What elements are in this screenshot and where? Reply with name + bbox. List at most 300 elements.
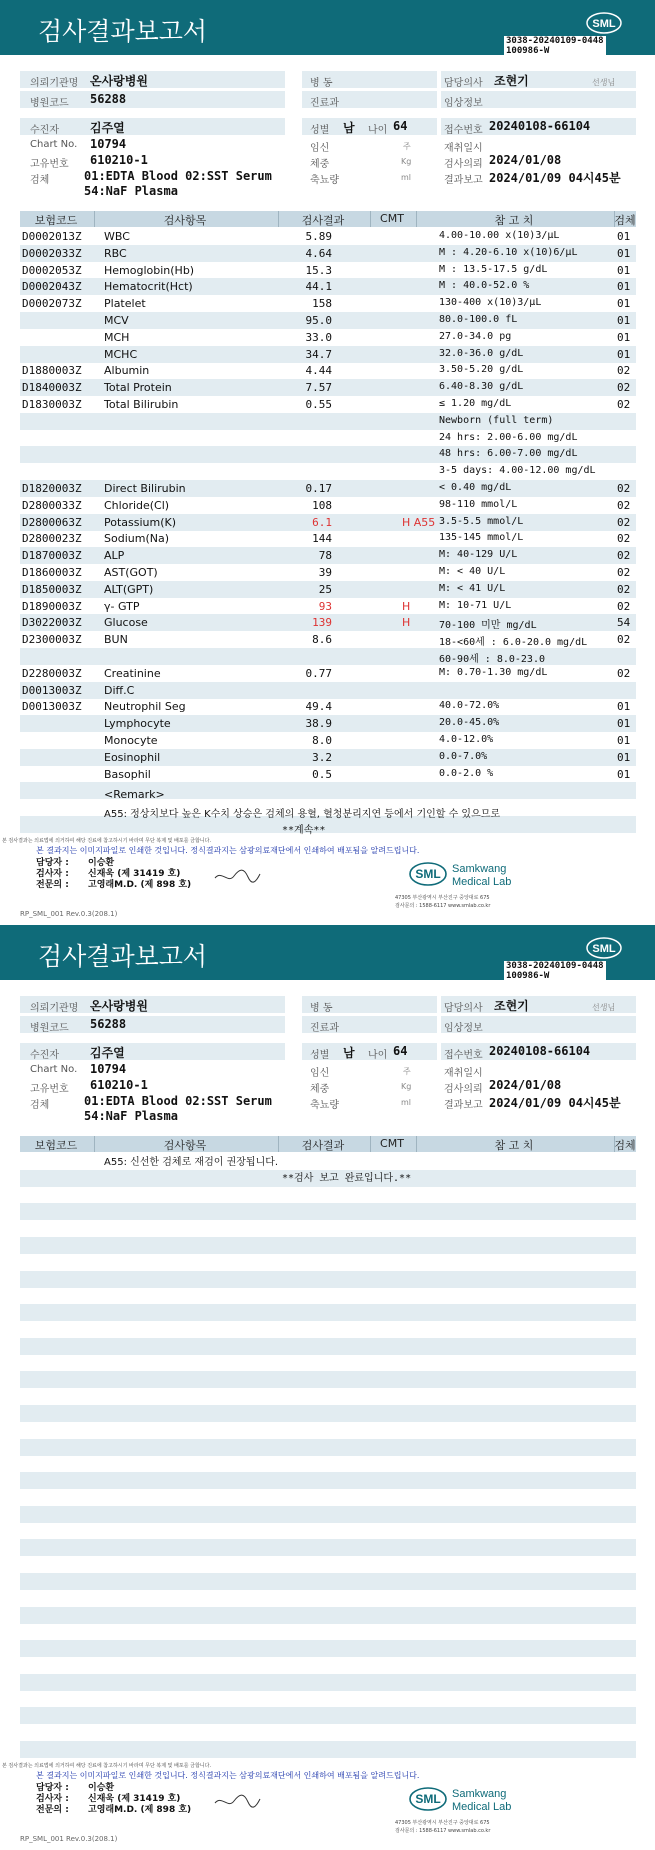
tube-cell: 02 [617, 532, 631, 546]
table-row [20, 1707, 636, 1724]
ref-cell: M : 4.20-6.10 x(10)6/μL [439, 246, 578, 258]
weight-unit: Kg [401, 1082, 412, 1091]
specimen-line1: 01:EDTA Blood 02:SST Serum [84, 169, 272, 183]
manager-name: 이승환 [88, 858, 115, 868]
ref-cell: < 0.40 mg/dL [439, 482, 512, 493]
item-cell: Creatinine [104, 666, 161, 680]
urine-unit: ml [401, 173, 412, 182]
code-cell: D2300003Z [22, 633, 82, 647]
result-cell: 39 [318, 566, 332, 579]
result-cell: 8.0 [312, 734, 332, 747]
table-row [20, 295, 636, 312]
urine-label: 축뇨량 [310, 1100, 339, 1111]
table-row [20, 749, 636, 766]
ward-label: 병 동 [310, 1003, 333, 1014]
table-row [20, 1674, 636, 1691]
footer-note: 본 결과지는 이미지파일로 인쇄한 것입니다. 정식결과지는 삼광의료재단에서 인쇄하여 배포됨을 알려드립니다. [36, 1771, 420, 1780]
table-row [20, 1607, 636, 1624]
chart-value: 10794 [90, 137, 127, 151]
table-row [20, 1724, 636, 1741]
report-date: 2024/01/09 04시45분 [489, 1096, 621, 1110]
item-cell: MCHC [104, 347, 138, 361]
table-row [20, 1472, 636, 1489]
specimen-line2: 54:NaF Plasma [84, 184, 178, 198]
col-result-header: 검사결과 [301, 1139, 345, 1152]
svg-text:SML: SML [415, 867, 441, 881]
institution-value: 온사랑병원 [90, 999, 148, 1013]
hospital-code-value: 56288 [90, 1017, 127, 1031]
ref-cell: 6.40-8.30 g/dL [439, 381, 524, 393]
form-code: RP_SML_001 Rev.0.3(208.1) [20, 1835, 118, 1843]
uid-label: 고유번호 [30, 159, 69, 170]
item-cell: Glucose [104, 616, 148, 630]
result-cell: 0.17 [305, 482, 332, 495]
table-row [20, 362, 636, 379]
item-cell: Eosinophil [104, 750, 161, 764]
table-row [20, 1623, 636, 1640]
table-row [20, 581, 636, 598]
item-cell: Total Protein [104, 381, 172, 395]
urine-label: 축뇨량 [310, 175, 339, 186]
lab-address: 47305 부산광역시 부산진구 중앙대로 675 [395, 1820, 490, 1826]
doctor-suffix: 선생님 [592, 78, 616, 87]
tube-cell: 02 [617, 599, 631, 613]
col-code-header: 보험코드 [34, 214, 78, 227]
result-cell: 33.0 [305, 330, 332, 344]
specimen-label: 검체 [30, 175, 50, 186]
ref-cell: 80.0-100.0 fL [439, 314, 518, 325]
examiner-label: 검사자 : [36, 1794, 69, 1804]
item-cell: Chloride(Cl) [104, 498, 170, 512]
report-date-label: 결과보고 [444, 175, 483, 186]
item-cell: ALT(GPT) [104, 582, 154, 596]
receipt-value: 20240108-66104 [489, 119, 591, 133]
ref-cell: M: < 40 U/L [439, 566, 506, 577]
ref-cell: 32.0-36.0 g/dL [439, 347, 524, 359]
col-tube-header: 검체 [614, 214, 636, 227]
code-cell: D0002073Z [22, 297, 82, 311]
col-ref-header: 참 고 치 [494, 214, 534, 227]
results-table-header [20, 211, 636, 227]
item-cell: MCV [104, 314, 129, 327]
result-cell: 15.3 [305, 263, 332, 277]
item-cell: Basophil [104, 767, 151, 781]
tube-cell: 02 [617, 482, 631, 495]
table-row [20, 1741, 636, 1758]
ref-cell: Newborn (full term) [439, 414, 554, 426]
weight-label: 체중 [310, 1084, 330, 1095]
patient-name: 김주열 [90, 1046, 125, 1060]
table-row [20, 530, 636, 547]
table-row [20, 396, 636, 413]
col-tube-header: 검체 [614, 1139, 636, 1152]
tube-cell: 01 [617, 750, 631, 764]
dept-label: 진료과 [310, 98, 339, 109]
item-cell: ALP [104, 549, 125, 563]
recollect-label: 재취일시 [444, 1068, 483, 1079]
tube-cell: 01 [617, 280, 631, 294]
item-cell: Diff.C [104, 683, 135, 697]
svg-text:SML: SML [592, 18, 616, 30]
lab-contact: 검사문의 : 1588-6117 www.smlab.co.kr [395, 903, 491, 909]
specialist-name: 고영래M.D. (제 898 호) [88, 880, 192, 890]
item-cell: BUN [104, 633, 128, 647]
recollect-label: 재취일시 [444, 143, 483, 154]
flag-cell: H A55 [402, 515, 436, 529]
code-cell: D2800033Z [22, 498, 82, 512]
col-result-header: 검사결과 [301, 214, 345, 227]
table-row [20, 1203, 636, 1220]
tube-cell: 01 [617, 246, 631, 260]
table-row [20, 732, 636, 749]
hospital-code-label: 병원코드 [30, 1023, 69, 1034]
tube-cell: 02 [617, 633, 631, 647]
table-row [20, 547, 636, 564]
tube-cell: 02 [617, 666, 631, 680]
specimen-line2: 54:NaF Plasma [84, 1109, 178, 1123]
tube-cell: 01 [617, 734, 631, 747]
table-row [20, 1455, 636, 1472]
item-cell: AST(GOT) [104, 566, 158, 579]
table-row [20, 430, 636, 447]
table-row [20, 1439, 636, 1456]
footer-legal-text: 본 검사결과는 의료법에 의거하여 해당 진료에 참고하시기 바라며 무단 복제 및 배포를 금합니다. [2, 1763, 212, 1769]
item-cell: Neutrophil Seg [104, 700, 186, 714]
table-row [20, 1287, 636, 1304]
table-row [20, 1422, 636, 1439]
document-id: 3038-20240109-0448 100986-W [506, 961, 604, 981]
table-row [20, 1556, 636, 1573]
tube-cell: 01 [617, 230, 631, 243]
sex-label: 성별 [310, 125, 330, 136]
code-cell: D3022003Z [22, 616, 82, 630]
table-row [20, 1220, 636, 1237]
table-row [20, 463, 636, 480]
ref-cell: 4.00-10.00 x(10)3/μL [439, 230, 560, 241]
table-row [20, 1338, 636, 1355]
col-cmt-header: CMT [380, 212, 404, 225]
table-row [20, 514, 636, 531]
remark-label: <Remark> [104, 788, 165, 801]
ref-cell: 40.0-72.0% [439, 700, 500, 712]
hospital-code-value: 56288 [90, 92, 127, 106]
result-cell: 93 [318, 599, 332, 613]
table-row [20, 497, 636, 514]
item-cell: Platelet [104, 297, 146, 311]
ref-cell: 135-145 mmol/L [439, 532, 524, 544]
tube-cell: 02 [617, 498, 631, 512]
code-cell: D0002053Z [22, 263, 82, 277]
doctor-value: 조현기 [494, 74, 529, 88]
ref-cell: M : 40.0-52.0 % [439, 280, 530, 292]
tube-cell: 02 [617, 515, 631, 529]
table-row [20, 1506, 636, 1523]
table-row [20, 413, 636, 430]
col-item-header: 검사항목 [163, 214, 207, 227]
table-row [20, 1371, 636, 1388]
svg-text:Medical Lab: Medical Lab [452, 876, 512, 888]
code-cell: D0002043Z [22, 280, 82, 294]
table-row [20, 329, 636, 346]
item-cell: Potassium(K) [104, 515, 177, 529]
item-cell: RBC [104, 246, 127, 260]
result-cell: 0.77 [305, 666, 332, 680]
code-cell: D0002033Z [22, 246, 82, 260]
ward-label: 병 동 [310, 78, 333, 89]
lab-address: 47305 부산광역시 부산진구 중앙대로 675 [395, 895, 490, 901]
report-title: 검사결과보고서 [38, 942, 208, 971]
result-cell: 44.1 [305, 280, 332, 294]
patient-label: 수진자 [30, 125, 59, 136]
table-row [20, 1489, 636, 1506]
tube-cell: 02 [617, 364, 631, 378]
table-row [20, 631, 636, 648]
ref-cell: 3.50-5.20 g/dL [439, 364, 524, 376]
result-cell: 95.0 [305, 314, 332, 327]
tube-cell: 01 [617, 297, 631, 311]
table-row [20, 698, 636, 715]
result-cell: 144 [312, 532, 332, 546]
code-cell: D1860003Z [22, 566, 82, 579]
pregnancy-unit: 주 [403, 1067, 411, 1076]
specimen-line1: 01:EDTA Blood 02:SST Serum [84, 1094, 272, 1108]
code-cell: D0013003Z [22, 683, 82, 697]
receipt-label: 접수번호 [444, 1050, 483, 1061]
item-cell: Total Bilirubin [104, 398, 179, 411]
col-cmt-header: CMT [380, 1137, 404, 1150]
table-row [20, 480, 636, 497]
examiner-name: 신재욱 (제 31419 호) [88, 869, 181, 879]
age-label: 나이 [368, 125, 388, 136]
svg-text:Samkwang: Samkwang [452, 1788, 507, 1800]
doctor-label: 담당의사 [444, 1003, 483, 1014]
tube-cell: 01 [617, 347, 631, 361]
ref-cell: M: 10-71 U/L [439, 599, 512, 611]
ref-cell: 18-<60세 : 6.0-20.0 mg/dL [439, 637, 588, 649]
result-cell: 8.6 [312, 633, 332, 647]
hospital-code-label: 병원코드 [30, 98, 69, 109]
result-cell: 38.9 [305, 717, 332, 731]
svg-text:Samkwang: Samkwang [452, 863, 507, 875]
age-label: 나이 [368, 1050, 388, 1061]
table-row [20, 648, 636, 665]
item-cell: Lymphocyte [104, 717, 171, 731]
examiner-label: 검사자 : [36, 869, 69, 879]
item-cell: MCH [104, 330, 130, 344]
svg-text:Medical Lab: Medical Lab [452, 1801, 512, 1813]
col-code-header: 보험코드 [34, 1139, 78, 1152]
result-cell: 7.57 [305, 381, 332, 395]
report-date-label: 결과보고 [444, 1100, 483, 1111]
table-row [20, 446, 636, 463]
request-label: 검사의뢰 [444, 159, 483, 170]
table-row [20, 1573, 636, 1590]
result-cell: 0.55 [305, 398, 332, 411]
item-cell: Hemoglobin(Hb) [104, 263, 195, 277]
pregnancy-unit: 주 [403, 142, 411, 151]
svg-text:SML: SML [415, 1792, 441, 1806]
institution-label: 의뢰기관명 [30, 1003, 79, 1014]
result-cell: 49.4 [305, 700, 332, 714]
table-row [20, 598, 636, 615]
item-cell: γ- GTP [104, 599, 140, 613]
col-ref-header: 참 고 치 [494, 1139, 534, 1152]
report-title: 검사결과보고서 [38, 17, 208, 46]
table-row [20, 1304, 636, 1321]
specimen-label: 검체 [30, 1100, 50, 1111]
patient-name: 김주열 [90, 121, 125, 135]
code-cell: D1890003Z [22, 599, 82, 613]
doctor-label: 담당의사 [444, 78, 483, 89]
request-date: 2024/01/08 [489, 1078, 562, 1092]
result-cell: 4.44 [305, 364, 332, 378]
sex-value: 남 [343, 121, 355, 135]
manager-name: 이승환 [88, 1783, 115, 1793]
table-row [20, 1657, 636, 1674]
ref-cell: 0.0-7.0% [439, 750, 488, 762]
table-row [20, 1237, 636, 1254]
col-item-header: 검사항목 [163, 1139, 207, 1152]
ref-cell: 130-400 x(10)3/μL [439, 297, 542, 309]
clinical-label: 임상정보 [444, 98, 483, 109]
code-cell: D1830003Z [22, 398, 82, 411]
result-cell: 78 [318, 549, 332, 563]
institution-label: 의뢰기관명 [30, 78, 79, 89]
weight-unit: Kg [401, 157, 412, 166]
chart-label: Chart No. [30, 139, 78, 150]
uid-value: 610210-1 [90, 1078, 148, 1092]
tube-cell: 01 [617, 330, 631, 344]
item-cell: Albumin [104, 364, 150, 378]
tube-cell: 02 [617, 398, 631, 411]
remark-text: A55: 신선한 검체로 재검이 권장됩니다. [104, 1157, 279, 1168]
table-row [20, 1355, 636, 1372]
tube-cell: 02 [617, 582, 631, 596]
table-row [20, 379, 636, 396]
form-code: RP_SML_001 Rev.0.3(208.1) [20, 910, 118, 918]
ref-cell: ≤ 1.20 mg/dL [439, 398, 512, 409]
item-cell: Monocyte [104, 734, 158, 747]
table-row [20, 1523, 636, 1540]
table-row [20, 1187, 636, 1204]
result-cell: 25 [318, 582, 332, 596]
tube-cell: 01 [617, 263, 631, 277]
table-row [20, 346, 636, 363]
tube-cell: 01 [617, 767, 631, 781]
flag-cell: H [402, 616, 411, 630]
specialist-name: 고영래M.D. (제 898 호) [88, 1805, 192, 1815]
dept-label: 진료과 [310, 1023, 339, 1034]
tube-cell: 54 [617, 616, 631, 630]
document-id: 3038-20240109-0448 100986-W [506, 36, 604, 56]
result-cell: 6.1 [312, 515, 332, 529]
tube-cell: 02 [617, 381, 631, 395]
receipt-value: 20240108-66104 [489, 1044, 591, 1058]
manager-label: 담당자 : [36, 1783, 69, 1793]
code-cell: D1870003Z [22, 549, 82, 563]
table-row [20, 1321, 636, 1338]
manager-label: 담당자 : [36, 858, 69, 868]
table-row [20, 312, 636, 329]
result-cell: 0.5 [312, 767, 332, 781]
urine-unit: ml [401, 1098, 412, 1107]
sml-logo-icon [585, 935, 623, 961]
institution-value: 온사랑병원 [90, 74, 148, 88]
doctor-suffix: 선생님 [592, 1003, 616, 1012]
table-row [20, 1388, 636, 1405]
table-row [20, 1271, 636, 1288]
table-row [20, 682, 636, 699]
doctor-value: 조현기 [494, 999, 529, 1013]
tube-cell: 02 [617, 549, 631, 563]
table-row [20, 228, 636, 245]
examiner-name: 신재욱 (제 31419 호) [88, 1794, 181, 1804]
item-cell: Hematocrit(Hct) [104, 280, 193, 294]
item-cell: WBC [104, 230, 130, 243]
ref-cell: 20.0-45.0% [439, 717, 500, 729]
table-row [20, 1640, 636, 1657]
ref-cell: M: < 41 U/L [439, 582, 506, 594]
lab-contact: 검사문의 : 1588-6117 www.smlab.co.kr [395, 1828, 491, 1834]
table-row [20, 564, 636, 581]
request-label: 검사의뢰 [444, 1084, 483, 1095]
table-row [20, 1405, 636, 1422]
chart-value: 10794 [90, 1062, 127, 1076]
table-row [20, 715, 636, 732]
ref-cell: 4.0-12.0% [439, 734, 494, 745]
request-date: 2024/01/08 [489, 153, 562, 167]
result-cell: 158 [312, 297, 332, 311]
code-cell: D2800023Z [22, 532, 82, 546]
weight-label: 체중 [310, 159, 330, 170]
ref-cell: M : 13.5-17.5 g/dL [439, 263, 548, 275]
table-row [20, 245, 636, 262]
patient-label: 수진자 [30, 1050, 59, 1061]
table-row [20, 614, 636, 631]
result-cell: 139 [312, 616, 332, 630]
continued-text: **계속** [282, 825, 326, 836]
tube-cell: 01 [617, 314, 631, 327]
sex-value: 남 [343, 1046, 355, 1060]
receipt-label: 접수번호 [444, 125, 483, 136]
code-cell: D1880003Z [22, 364, 82, 378]
item-cell: Direct Bilirubin [104, 482, 186, 495]
pregnancy-label: 임신 [310, 1068, 330, 1079]
chart-label: Chart No. [30, 1064, 78, 1075]
clinical-label: 임상정보 [444, 1023, 483, 1034]
footer-note: 본 결과지는 이미지파일로 인쇄한 것입니다. 정식결과지는 삼광의료재단에서 인쇄하여 배포됨을 알려드립니다. [36, 846, 420, 855]
results-table-header [20, 1136, 636, 1152]
table-row [20, 1539, 636, 1556]
code-cell: D1850003Z [22, 582, 82, 596]
code-cell: D0002013Z [22, 230, 82, 243]
code-cell: D2280003Z [22, 666, 82, 680]
sml-logo-icon [585, 10, 623, 36]
specialist-label: 전문의 : [36, 880, 69, 890]
ref-cell: M: 40-129 U/L [439, 549, 518, 561]
ref-cell: 24 hrs: 2.00-6.00 mg/dL [439, 431, 578, 443]
result-cell: 108 [312, 498, 332, 512]
table-row [20, 262, 636, 279]
table-row [20, 1254, 636, 1271]
age-value: 64 [393, 119, 408, 133]
tube-cell: 01 [617, 717, 631, 731]
ref-cell: 98-110 mmol/L [439, 498, 518, 510]
ref-cell: 0.0-2.0 % [439, 767, 494, 779]
table-row [20, 665, 636, 682]
ref-cell: 48 hrs: 6.00-7.00 mg/dL [439, 448, 578, 460]
code-cell: D1820003Z [22, 482, 82, 495]
